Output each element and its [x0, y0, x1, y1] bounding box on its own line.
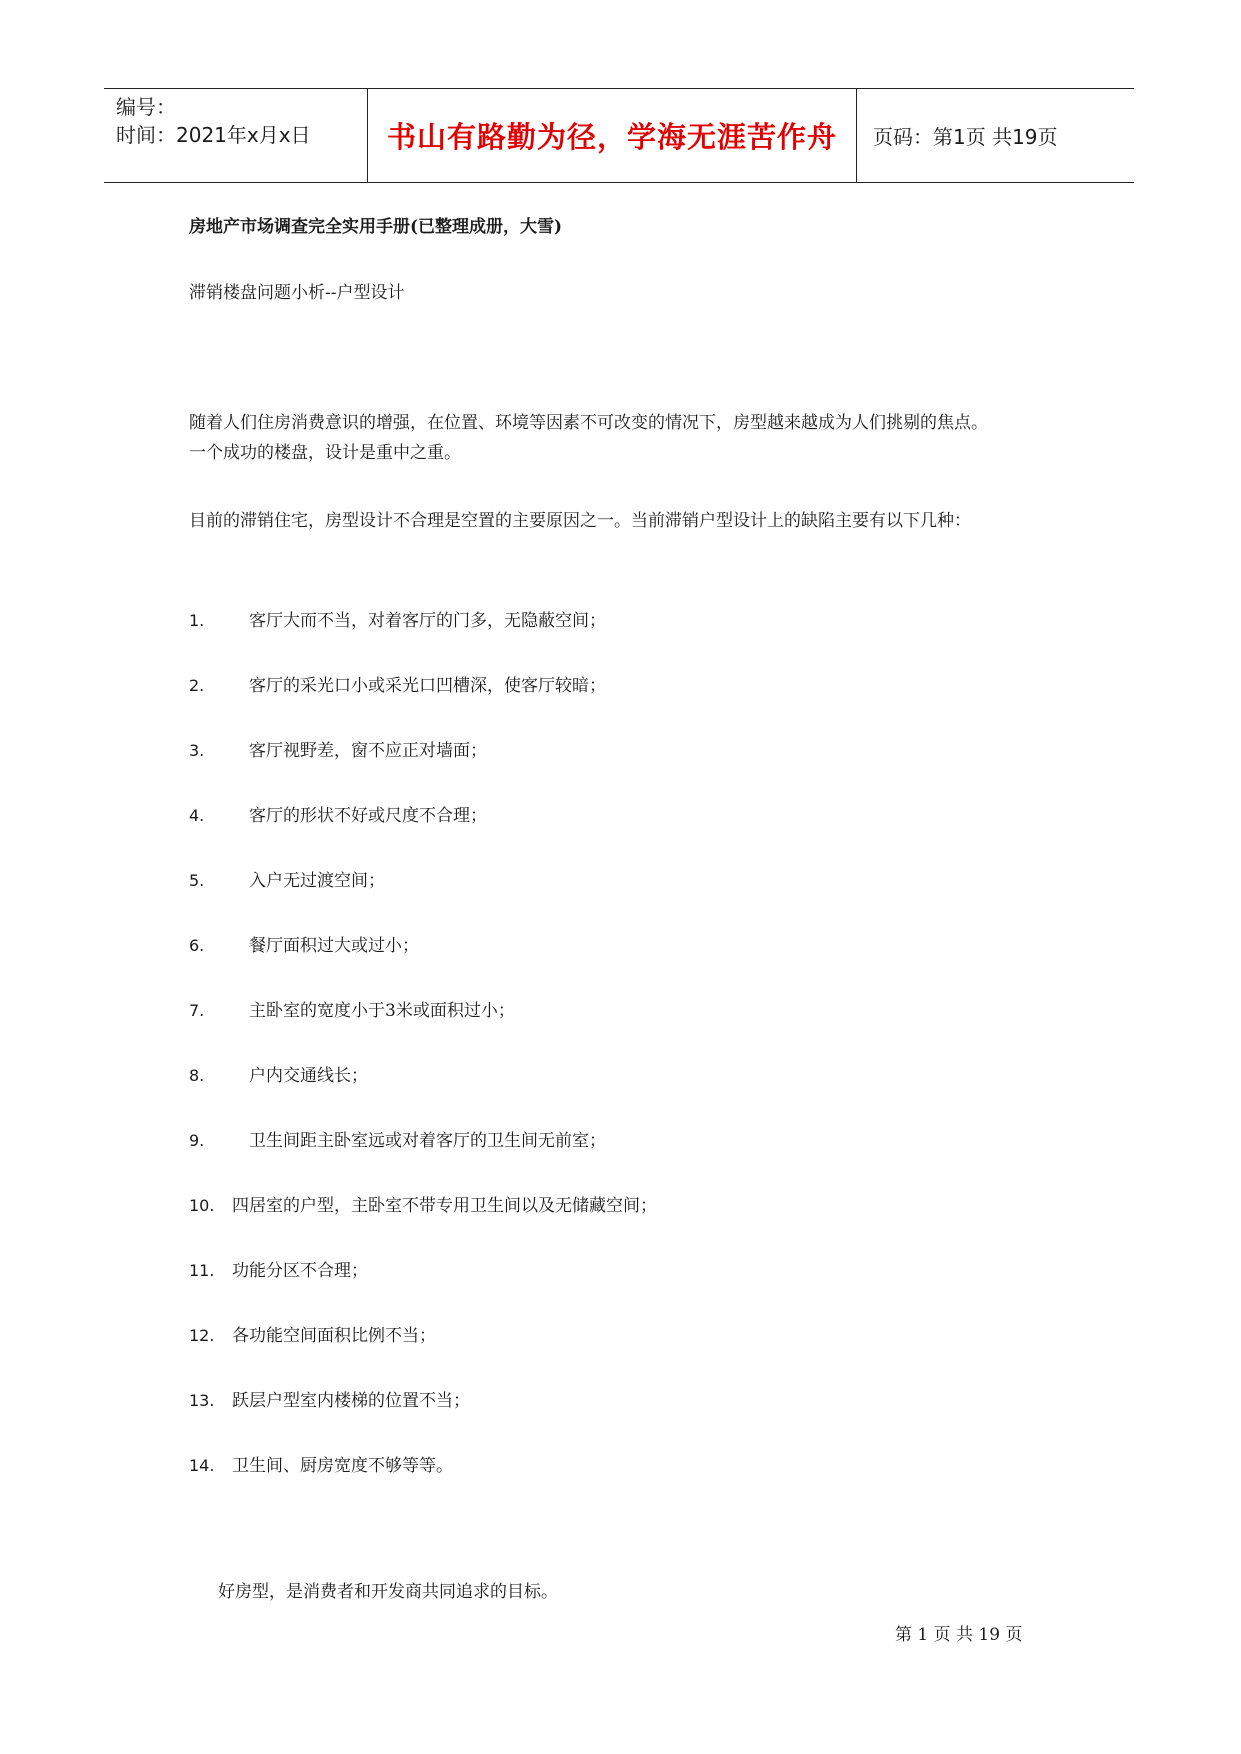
number-label: 编号： [116, 95, 176, 119]
list-item [189, 1451, 453, 1481]
list-number: 3. [189, 741, 205, 760]
list-number: 12. [189, 1326, 215, 1345]
list-text: 卫生间距主卧室远或对着客厅的卫生间无前室； [249, 1131, 606, 1151]
closing-paragraph: 好房型，是消费者和开发商共同追求的目标。 [218, 1582, 558, 1602]
list-item [189, 1386, 470, 1416]
list-item [189, 1191, 657, 1221]
list-text: 入户无过渡空间； [249, 871, 385, 891]
list-number: 14. [189, 1456, 215, 1475]
list-item [189, 1126, 606, 1156]
list-number: 9. [189, 1131, 205, 1150]
list-text: 跃层户型室内楼梯的位置不当； [232, 1391, 470, 1411]
list-text: 客厅大而不当，对着客厅的门多，无隐蔽空间； [249, 611, 606, 631]
list-item [189, 1321, 436, 1351]
header-meta [104, 89, 368, 182]
list-item [189, 866, 385, 896]
intro-paragraph [189, 408, 988, 468]
motto: 书山有路勤为径，学海无涯苦作舟 [386, 120, 837, 154]
list-text: 户内交通线长； [249, 1066, 368, 1086]
document-title: 房地产市场调查完全实用手册(已整理成册，大雪) [189, 217, 563, 237]
list-text: 四居室的户型，主卧室不带专用卫生间以及无储藏空间； [232, 1196, 657, 1216]
list-number: 4. [189, 806, 205, 825]
list-number: 6. [189, 936, 205, 955]
list-item [189, 671, 606, 701]
list-text: 主卧室的宽度小于3米或面积过小； [249, 1001, 515, 1021]
list-text: 各功能空间面积比例不当； [232, 1326, 436, 1346]
list-number: 10. [189, 1196, 215, 1215]
list-item [189, 801, 487, 831]
list-item [189, 606, 606, 636]
page-header [104, 88, 1134, 183]
list-text: 客厅视野差，窗不应正对墙面； [249, 741, 487, 761]
list-number: 8. [189, 1066, 205, 1085]
list-number: 13. [189, 1391, 215, 1410]
list-item [189, 1061, 368, 1091]
document-subtitle: 滞销楼盘问题小析--户型设计 [189, 283, 405, 303]
list-number: 2. [189, 676, 205, 695]
list-text: 客厅的采光口小或采光口凹槽深，使客厅较暗； [249, 676, 606, 696]
header-motto-cell [368, 89, 857, 182]
list-text: 餐厅面积过大或过小； [249, 936, 419, 956]
intro-line-1: 随着人们住房消费意识的增强，在位置、环境等因素不可改变的情况下，房型越来越成为人们挑剔的焦点。 [189, 413, 988, 433]
list-item [189, 1256, 368, 1286]
list-number: 11. [189, 1261, 215, 1280]
list-number: 1. [189, 611, 205, 630]
list-item [189, 736, 487, 766]
intro-line-2: 一个成功的楼盘，设计是重中之重。 [189, 443, 461, 463]
date-label: 时间：2021年x月x日 [116, 123, 311, 147]
header-page-info [857, 89, 1134, 182]
list-text: 客厅的形状不好或尺度不合理； [249, 806, 487, 826]
list-number: 7. [189, 1001, 205, 1020]
list-text: 功能分区不合理； [232, 1261, 368, 1281]
problem-paragraph: 目前的滞销住宅，房型设计不合理是空置的主要原因之一。当前滞销户型设计上的缺陷主要有以下几种： [189, 511, 971, 531]
page-footer: 第 1 页 共 19 页 [895, 1625, 1023, 1645]
page-info: 页码：第1页 共19页 [873, 125, 1058, 149]
list-item [189, 931, 419, 961]
list-item [189, 996, 515, 1026]
list-number: 5. [189, 871, 205, 890]
list-text: 卫生间、厨房宽度不够等等。 [232, 1456, 453, 1476]
